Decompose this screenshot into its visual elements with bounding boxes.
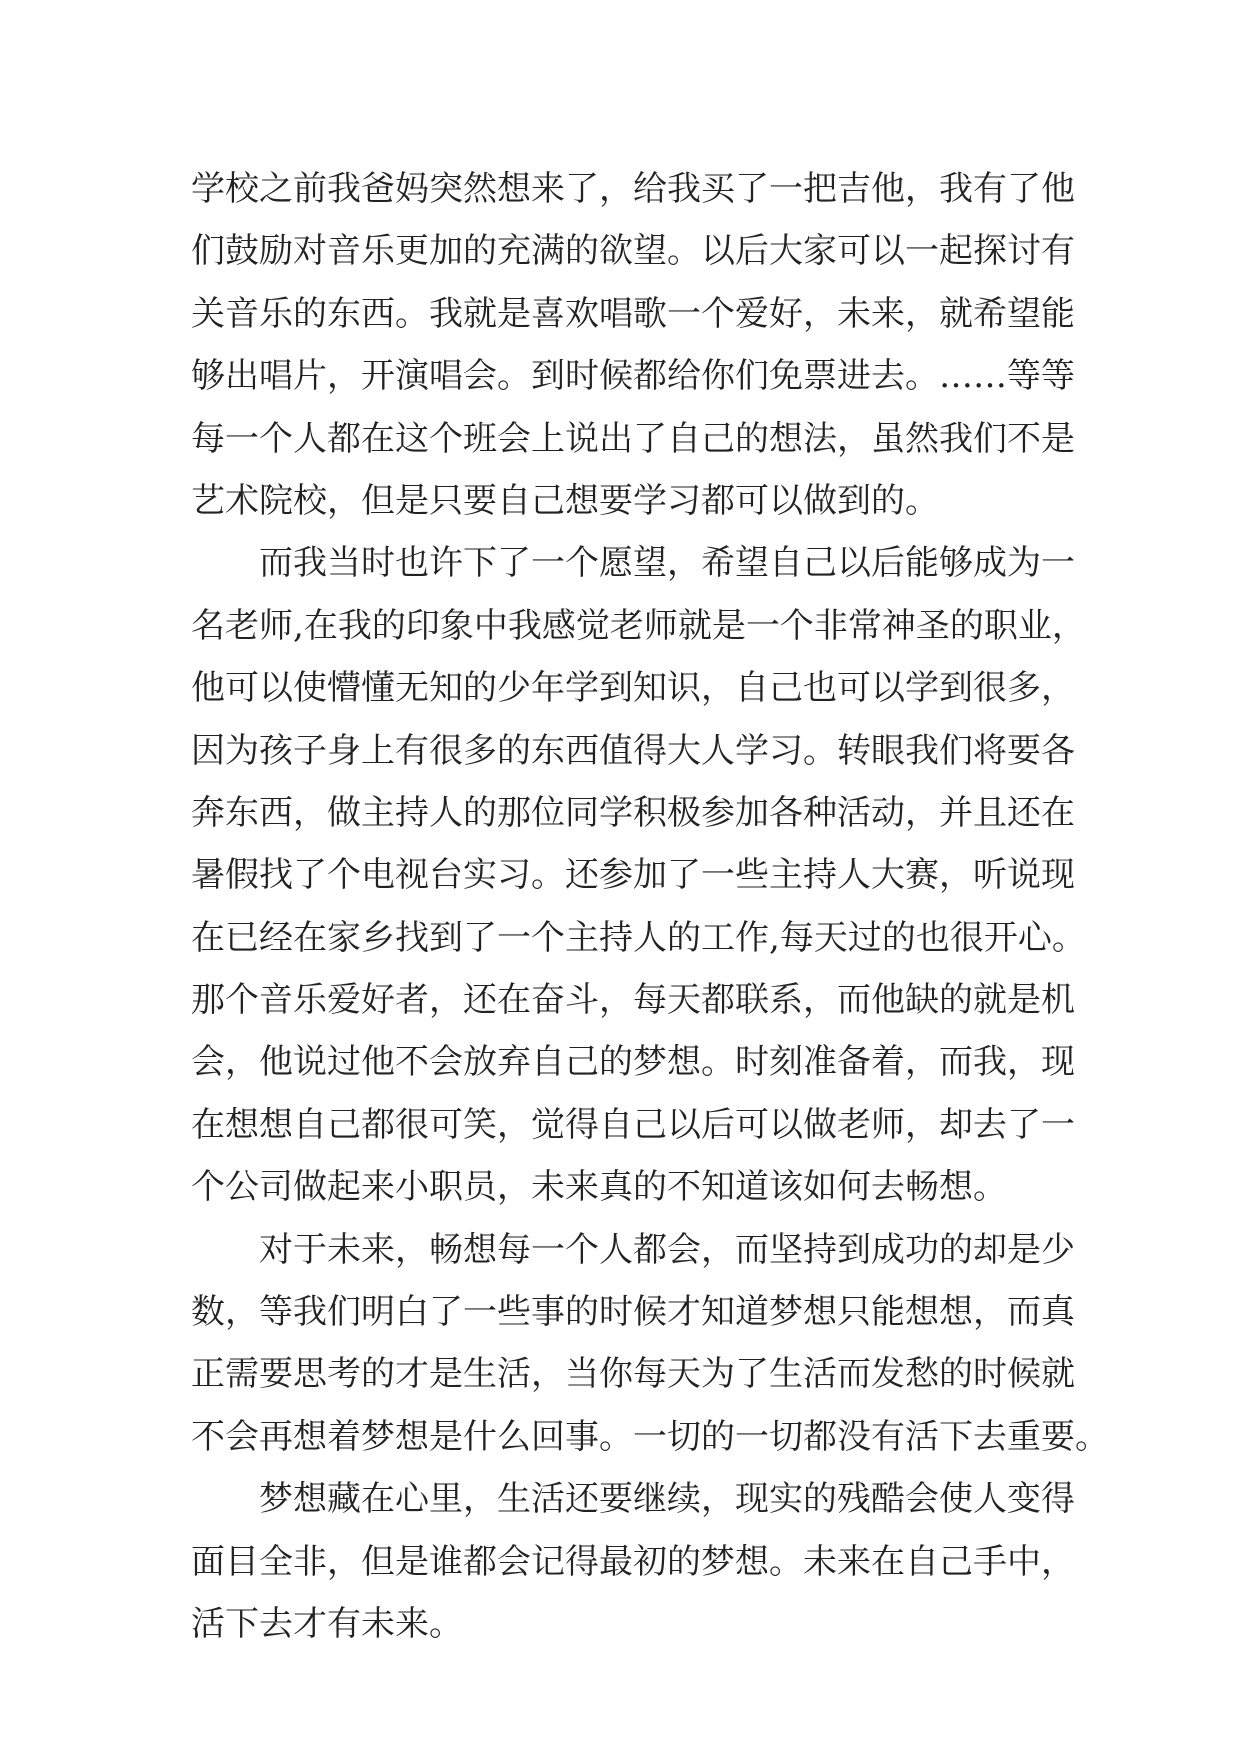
text-line: 够 出 唱 片 ， 开 演 唱 会 。 到 时 候 都 给 你 们 免 票 进 去 。 … … 等 等: [191, 356, 1075, 397]
text-line: 不会再想着梦想是什么回事。一切的一切都没有活下去重要。: [191, 1416, 1109, 1457]
text-line: 他 可 以 使 懵 懂 无 知 的 少 年 学 到 知 识 ， 自 己 也 可 以 学 到 很 多 ，: [191, 668, 1075, 709]
text-line: 每 一 个 人 都 在 这 个 班 会 上 说 出 了 自 己 的 想 法 ， 虽 然 我 们 不 是: [191, 418, 1075, 459]
text-line: 们 鼓 励 对 音 乐 更 加 的 充 满 的 欲 望 。 以 后 大 家 可 以 一 起 探 讨 有: [191, 231, 1075, 272]
text-line: 因 为 孩 子 身 上 有 很 多 的 东 西 值 得 大 人 学 习 。 转 眼 我 们 将 要 各: [191, 730, 1075, 771]
text-line: 会 ， 他 说 过 他 不 会 放 弃 自 己 的 梦 想 。 时 刻 准 备 着 ， 而 我 ， 现: [191, 1042, 1075, 1083]
text-line: 关 音 乐 的 东 西 。 我 就 是 喜 欢 唱 歌 一 个 爱 好 ， 未 来 ， 就 希 望 能: [191, 293, 1075, 334]
text-line: 面 目 全 非 ， 但 是 谁 都 会 记 得 最 初 的 梦 想 。 未 来 在 自 己 手 中 ，: [191, 1541, 1075, 1582]
document-body: [191, 158, 1109, 1655]
text-line: 学 校 之 前 我 爸 妈 突 然 想 来 了 ， 给 我 买 了 一 把 吉 他 ， 我 有 了 他: [191, 169, 1075, 209]
text-line: 名 老 师 , 在 我 的 印 象 中 我 感 觉 老 师 就 是 一 个 非 常 神 圣 的 职 业 ，: [191, 605, 1086, 646]
text-line: 在 已 经 在 家 乡 找 到 了 一 个 主 持 人 的 工 作 , 每 天 过 的 也 很 开 心 。: [191, 917, 1086, 958]
text-line: 暑 假 找 了 个 电 视 台 实 习 。 还 参 加 了 一 些 主 持 人 大 赛 ， 听 说 现: [191, 855, 1075, 896]
text-line: 个公司做起来小职员，未来真的不知道该如何去畅想。: [191, 1167, 1007, 1208]
text-line: 对 于 未 来 ， 畅 想 每 一 个 人 都 会 ， 而 坚 持 到 成 功 的 却 是 少: [259, 1229, 1075, 1270]
text-line: 艺术院校，但是只要自己想要学习都可以做到的。: [191, 480, 939, 521]
text-line: 正 需 要 思 考 的 才 是 生 活 ， 当 你 每 天 为 了 生 活 而 发 愁 的 时 候 就: [191, 1354, 1075, 1395]
text-line: 而 我 当 时 也 许 下 了 一 个 愿 望 ， 希 望 自 己 以 后 能 够 成 为 一: [259, 543, 1075, 584]
text-line: 数 ， 等 我 们 明 白 了 一 些 事 的 时 候 才 知 道 梦 想 只 能 想 想 ， 而 真: [191, 1292, 1075, 1333]
text-line: 奔 东 西 ， 做 主 持 人 的 那 位 同 学 积 极 参 加 各 种 活 动 ， 并 且 还 在: [191, 792, 1075, 833]
text-line: 梦 想 藏 在 心 里 ， 生 活 还 要 继 续 ， 现 实 的 残 酷 会 使 人 变 得: [259, 1479, 1075, 1520]
text-line: 那 个 音 乐 爱 好 者 ， 还 在 奋 斗 ， 每 天 都 联 系 ， 而 他 缺 的 就 是 机: [191, 980, 1075, 1021]
text-line: 活下去才有未来。: [191, 1603, 463, 1644]
text-line: 在 想 想 自 己 都 很 可 笑 ， 觉 得 自 己 以 后 可 以 做 老 师 ， 却 去 了 一: [191, 1104, 1075, 1145]
